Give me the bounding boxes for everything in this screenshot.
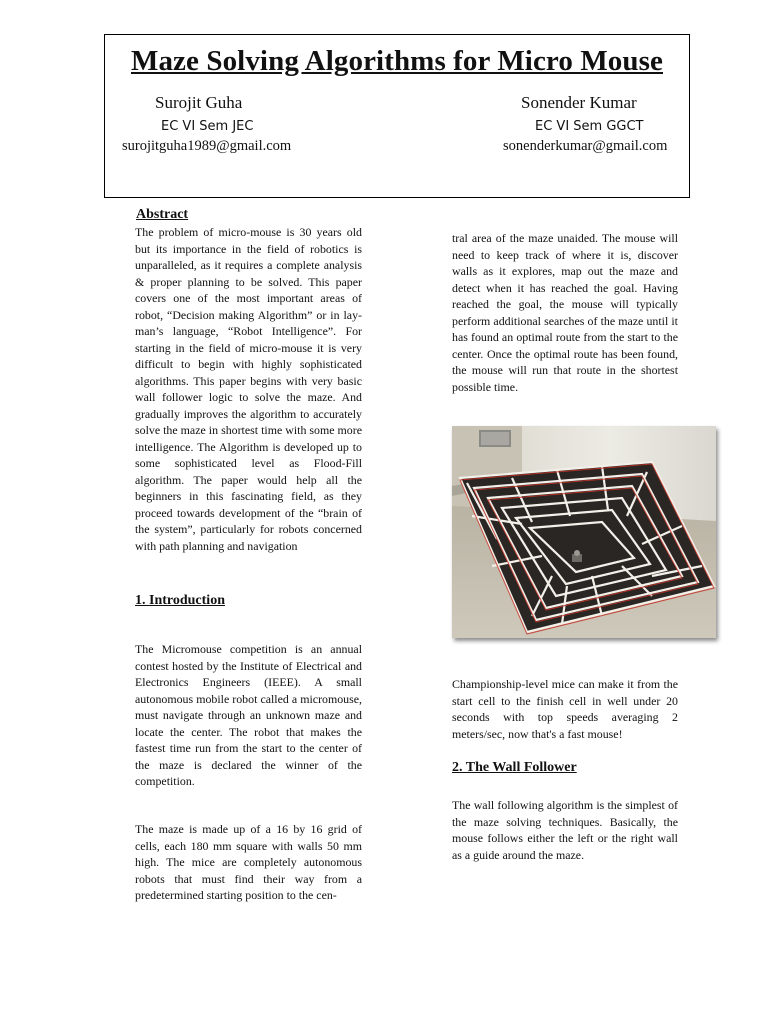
maze-photo: [452, 426, 716, 638]
wall-follower-heading: 2. The Wall Follower: [452, 760, 577, 775]
introduction-paragraph-2-continued: [452, 230, 678, 395]
author-1-name: Surojit Guha: [155, 93, 243, 112]
abstract-text: [135, 224, 362, 554]
championship-text: Championship-level mice can make it from the start cell to the finish cell in well under 20 seconds with top speeds averaging 2 meters/sec, now that's a fast mouse!: [452, 677, 678, 741]
championship-paragraph: [452, 676, 678, 742]
title-block: [104, 34, 690, 198]
author-1-affiliation: EC VI Sem JEC: [161, 119, 254, 134]
maze-photo-graphic: [452, 426, 716, 638]
author-1-email: surojitguha1989@gmail.com: [122, 138, 292, 154]
abstract-paragraph: The problem of micro-mouse is 30 years old but its importance in the field of robotics is unparalleled, as it requires a complete analysis & proper planning to be solved. This paper covers one of the most important areas of robot, “Decision making Algorithm” or in lay-man’s language, “Robot Intelligence”. For starting in the field of micro-mouse it is very difficult to begin with highly sophisticated algorithms. This paper begins with very basic wall follower logic to solve the maze. And gradually improves the algorithm to accurately solve the maze in shortest time with some more intelligence. The Algorithm is developed up to some sophisticated level as Flood-Fill algorithm. The paper would help all the beginners in this fascinating field, as they proceed towards development of the “brain of the system”, particularly for robots concerned with path planning and navigation: [135, 225, 362, 553]
abstract-heading: Abstract: [136, 207, 189, 222]
wall-follower-paragraph: [452, 797, 678, 863]
intro-para-2-cont-text: tral area of the maze unaided. The mouse will need to keep track of where it is, discover walls as it explores, map out the maze and detect when it has reached the goal. Having reached the goal, the mouse will typically perform additional searches of the maze until it has found an optimal route from the start to the center. Once the optimal route has been found, the mouse will run that route in the shortest possible time.: [452, 231, 678, 394]
intro-para-2-text: The maze is made up of a 16 by 16 grid of cells, each 180 mm square with walls 50 mm high. The mice are completely autonomous robots that must find their way from a predetermined starting position to the cen-: [135, 822, 362, 902]
wall-follower-text: The wall following algorithm is the simplest of the maze solving techniques. Basically, the mouse follows either the left or the right wall as a guide around the maze.: [452, 798, 678, 862]
author-2-email: sonenderkumar@gmail.com: [503, 138, 668, 154]
intro-para-1-text: The Micromouse competition is an annual contest hosted by the Institute of Electrical and Electronics Engineers (IEEE). A small autonomous mobile robot called a micromouse, must navigate through an unknown maze and locate the center. The robot that makes the fastest time run from the start to the center of the maze is declared the winner of the competition.: [135, 642, 362, 788]
introduction-paragraph-1: [135, 641, 362, 790]
introduction-heading: 1. Introduction: [135, 593, 225, 608]
author-2-affiliation: EC VI Sem GGCT: [535, 119, 644, 134]
author-2-name: Sonender Kumar: [521, 93, 637, 112]
introduction-paragraph-2: [135, 821, 362, 904]
paper-title: Maze Solving Algorithms for Micro Mouse: [130, 45, 663, 77]
